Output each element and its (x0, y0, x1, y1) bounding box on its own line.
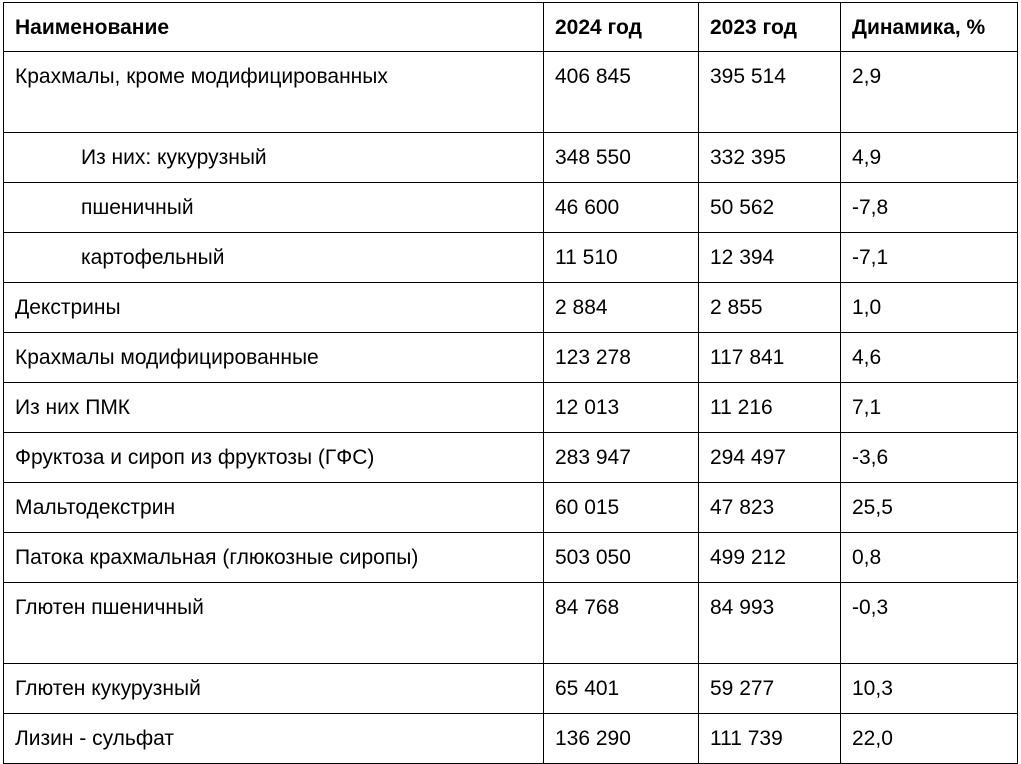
row-2023: 294 497 (699, 433, 841, 483)
header-2023: 2023 год (699, 3, 841, 52)
row-2024: 46 600 (544, 183, 699, 233)
row-2023: 59 277 (699, 664, 841, 714)
row-2024: 283 947 (544, 433, 699, 483)
row-name: Патока крахмальная (глюкозные сиропы) (4, 533, 544, 583)
row-2024: 503 050 (544, 533, 699, 583)
row-2023: 499 212 (699, 533, 841, 583)
row-2024: 60 015 (544, 483, 699, 533)
row-name: Фруктоза и сироп из фруктозы (ГФС) (4, 433, 544, 483)
row-name: Глютен пшеничный (4, 583, 544, 664)
row-dynamics: 0,8 (841, 533, 1018, 583)
row-2024: 348 550 (544, 133, 699, 183)
row-2024: 12 013 (544, 383, 699, 433)
row-dynamics: -7,8 (841, 183, 1018, 233)
data-table (3, 2, 1018, 764)
row-name: Мальтодекстрин (4, 483, 544, 533)
table-row (4, 133, 1018, 183)
table-row (4, 483, 1018, 533)
row-name: Из них: кукурузный (4, 133, 544, 183)
row-2023: 2 855 (699, 283, 841, 333)
row-name: Крахмалы, кроме модифицированных (4, 52, 544, 133)
row-dynamics: 7,1 (841, 383, 1018, 433)
header-row (4, 3, 1018, 52)
table-row (4, 664, 1018, 714)
table-row (4, 714, 1018, 764)
row-name: Из них ПМК (4, 383, 544, 433)
table-container (3, 2, 1018, 764)
table-row (4, 433, 1018, 483)
table-row (4, 233, 1018, 283)
row-2024: 406 845 (544, 52, 699, 133)
table-row (4, 533, 1018, 583)
row-2024: 11 510 (544, 233, 699, 283)
row-2023: 84 993 (699, 583, 841, 664)
row-2024: 136 290 (544, 714, 699, 764)
row-name: картофельный (4, 233, 544, 283)
row-name: пшеничный (4, 183, 544, 233)
row-2023: 11 216 (699, 383, 841, 433)
row-2023: 47 823 (699, 483, 841, 533)
row-2024: 123 278 (544, 333, 699, 383)
row-2023: 117 841 (699, 333, 841, 383)
row-2023: 332 395 (699, 133, 841, 183)
row-dynamics: -3,6 (841, 433, 1018, 483)
table-row (4, 583, 1018, 664)
row-2024: 65 401 (544, 664, 699, 714)
row-name: Крахмалы модифицированные (4, 333, 544, 383)
row-name: Лизин - сульфат (4, 714, 544, 764)
header-2024: 2024 год (544, 3, 699, 52)
row-2024: 84 768 (544, 583, 699, 664)
row-2024: 2 884 (544, 283, 699, 333)
header-dynamics: Динамика, % (841, 3, 1018, 52)
row-dynamics: 22,0 (841, 714, 1018, 764)
row-dynamics: 10,3 (841, 664, 1018, 714)
table-row (4, 383, 1018, 433)
header-name: Наименование (4, 3, 544, 52)
row-name: Глютен кукурузный (4, 664, 544, 714)
row-dynamics: 25,5 (841, 483, 1018, 533)
row-dynamics: 1,0 (841, 283, 1018, 333)
row-dynamics: -7,1 (841, 233, 1018, 283)
row-dynamics: 4,6 (841, 333, 1018, 383)
row-2023: 111 739 (699, 714, 841, 764)
row-2023: 50 562 (699, 183, 841, 233)
row-2023: 12 394 (699, 233, 841, 283)
table-row (4, 333, 1018, 383)
table-row (4, 52, 1018, 133)
row-2023: 395 514 (699, 52, 841, 133)
row-dynamics: -0,3 (841, 583, 1018, 664)
row-dynamics: 4,9 (841, 133, 1018, 183)
row-name: Декстрины (4, 283, 544, 333)
row-dynamics: 2,9 (841, 52, 1018, 133)
table-row (4, 183, 1018, 233)
table-row (4, 283, 1018, 333)
